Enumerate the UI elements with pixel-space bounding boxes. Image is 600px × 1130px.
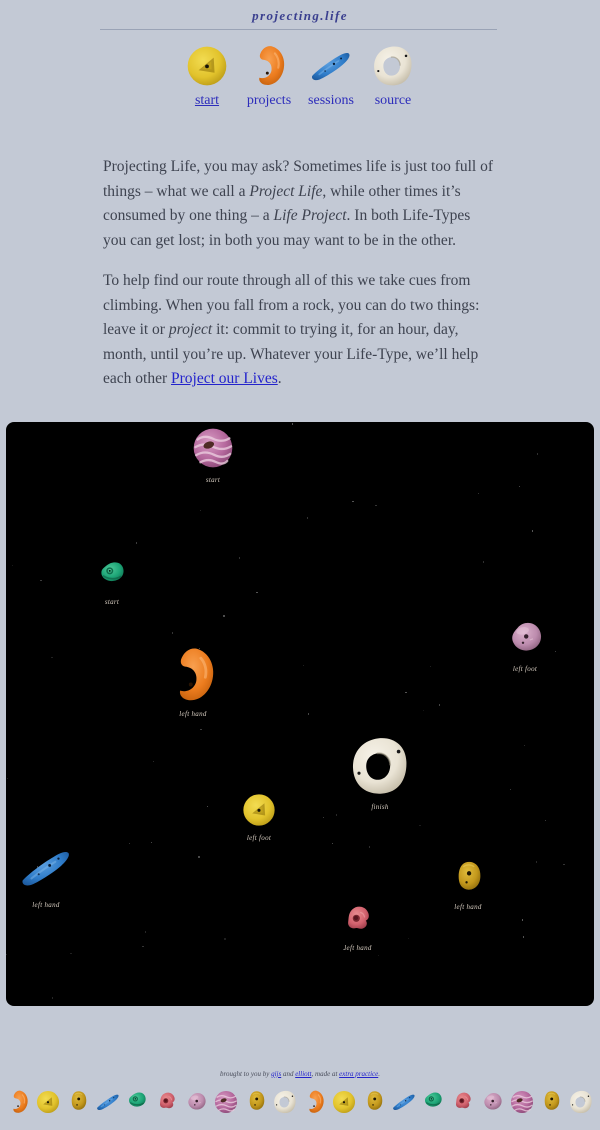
star-dot <box>172 632 173 633</box>
header-divider <box>100 29 497 30</box>
emphasis-text: project <box>168 321 213 338</box>
site-header <box>0 0 600 30</box>
star-dot <box>510 789 511 790</box>
star-dot <box>224 938 225 939</box>
blue-wing-hold-icon <box>392 1090 416 1114</box>
star-dot <box>563 864 564 865</box>
white-ring-hold-icon <box>350 736 410 796</box>
star-dot <box>198 856 199 857</box>
hold-label: start <box>104 597 120 606</box>
star-dot <box>430 666 431 667</box>
orange-crescent-hold[interactable] <box>165 647 221 718</box>
text-link[interactable]: elliott <box>295 1069 312 1078</box>
purple-wavy-hold-icon <box>510 1090 534 1114</box>
body-text: , made at <box>311 1069 340 1078</box>
hold-label: left foot <box>246 833 272 842</box>
nav-item-source[interactable] <box>369 45 417 109</box>
nav-label: sessions <box>308 93 354 108</box>
green-block-hold-icon <box>125 1090 149 1114</box>
star-dot <box>70 953 71 954</box>
paragraph-2 <box>103 269 497 392</box>
gold-blob-hold-icon <box>450 860 486 896</box>
star-dot <box>555 651 556 652</box>
star-dot <box>200 729 201 730</box>
gold-blob-hold-icon <box>362 1090 386 1114</box>
text-link[interactable]: gijs <box>271 1069 282 1078</box>
star-dot <box>239 557 240 558</box>
hold-label: left foot <box>512 664 538 673</box>
star-dot <box>40 580 41 581</box>
red-blob-hold-icon <box>341 903 375 937</box>
star-dot <box>336 814 337 815</box>
star-dot <box>223 615 224 616</box>
star-dot <box>51 657 52 658</box>
red-blob-hold-icon <box>451 1090 475 1114</box>
text-link[interactable]: Project our Lives <box>171 370 278 387</box>
purple-egg-hold-icon <box>505 618 545 658</box>
blue-wing-hold-icon <box>96 1090 120 1114</box>
star-dot <box>369 846 370 847</box>
gold-blob-hold-icon <box>66 1090 90 1114</box>
paragraph-1 <box>103 155 497 253</box>
main-nav <box>0 45 600 109</box>
star-dot <box>375 505 376 506</box>
body-text: . <box>378 1069 380 1078</box>
purple-egg-hold-icon <box>184 1090 208 1114</box>
star-dot <box>545 820 546 821</box>
text-link[interactable]: extra practice <box>339 1069 379 1078</box>
white-ring-hold-icon <box>273 1090 297 1114</box>
star-dot <box>153 761 154 762</box>
white-ring-hold[interactable] <box>350 736 410 811</box>
gold-blob-hold-icon <box>244 1090 268 1114</box>
gold-blob-hold-icon <box>539 1090 563 1114</box>
star-dot <box>151 842 152 843</box>
star-dot <box>332 843 333 844</box>
purple-egg-hold-icon <box>480 1090 504 1114</box>
emphasis-text: Project Life <box>249 182 323 200</box>
site-title: projecting.life <box>252 8 348 23</box>
nav-label: start <box>194 93 220 108</box>
yellow-round-hold-icon <box>186 45 228 87</box>
body-text: . <box>277 370 282 387</box>
star-dot <box>519 486 520 487</box>
star-dot <box>408 938 409 939</box>
star-dot <box>352 501 353 502</box>
green-block-hold-icon <box>96 559 128 591</box>
gold-blob-hold[interactable] <box>450 860 486 911</box>
nav-item-sessions[interactable] <box>307 45 355 109</box>
nav-item-projects[interactable] <box>245 45 293 109</box>
star-dot <box>307 517 308 518</box>
star-dot <box>7 778 8 779</box>
star-dot <box>303 665 304 666</box>
star-dot <box>439 704 440 705</box>
orange-crescent-hold-icon <box>165 647 221 703</box>
white-ring-hold-icon <box>569 1090 593 1114</box>
star-dot <box>524 745 525 746</box>
star-dot <box>522 919 523 920</box>
body-text: it: commit to trying it, for an hour, day, month, until you’re up. Whatever your Life-Type, we’ll help each other <box>103 321 479 387</box>
red-blob-hold[interactable] <box>341 903 375 952</box>
hold-marquee <box>0 1090 600 1114</box>
star-dot <box>12 565 13 566</box>
star-dot <box>145 931 146 932</box>
hold-label: left hand <box>454 902 482 911</box>
star-dot <box>537 453 538 454</box>
star-dot <box>532 530 533 531</box>
star-dot <box>536 861 537 862</box>
star-dot <box>6 954 7 955</box>
purple-wavy-hold-icon <box>192 427 234 469</box>
body-text: and <box>281 1069 296 1078</box>
yellow-round-hold[interactable] <box>242 793 276 842</box>
star-dot <box>419 825 420 826</box>
star-dot <box>256 592 257 593</box>
white-ring-hold-icon <box>372 45 414 87</box>
yellow-round-hold-icon <box>332 1090 356 1114</box>
star-dot <box>523 936 524 937</box>
star-dot <box>323 817 324 818</box>
nav-item-start[interactable] <box>183 45 231 109</box>
star-dot <box>292 423 293 424</box>
nav-label: source <box>374 93 412 108</box>
credit-line <box>0 1070 600 1078</box>
star-dot <box>129 843 130 844</box>
star-dot <box>136 542 137 543</box>
body-text: brought to you by <box>220 1069 272 1078</box>
star-dot <box>478 493 479 494</box>
star-dot <box>308 713 309 714</box>
emphasis-text: Life Project <box>273 207 347 224</box>
blue-wing-hold-icon <box>310 45 352 87</box>
blue-wing-hold-icon <box>20 842 72 894</box>
star-dot <box>483 561 484 562</box>
purple-wavy-hold[interactable] <box>192 427 234 484</box>
red-blob-hold-icon <box>155 1090 179 1114</box>
star-dot <box>423 710 424 711</box>
hold-label: left hand <box>344 943 372 952</box>
hold-label: left hand <box>32 900 60 909</box>
star-dot <box>200 510 201 511</box>
hold-label: left hand <box>179 709 207 718</box>
body-text: . In both Life-Types you can get lost; in both you may want to be in the other. <box>103 207 471 249</box>
intro-copy <box>103 155 497 392</box>
star-dot <box>207 806 208 807</box>
yellow-round-hold-icon <box>242 793 276 827</box>
site-footer <box>0 1070 600 1114</box>
nav-label: projects <box>246 93 292 108</box>
body-text: Projecting Life, you may ask? Sometimes life is just too full of things – what we call a <box>103 158 494 200</box>
star-dot <box>142 946 143 947</box>
yellow-round-hold-icon <box>36 1090 60 1114</box>
green-block-hold[interactable] <box>96 559 128 606</box>
orange-crescent-hold-icon <box>248 45 290 87</box>
purple-egg-hold[interactable] <box>505 618 545 673</box>
orange-crescent-hold-icon <box>303 1090 327 1114</box>
purple-wavy-hold-icon <box>214 1090 238 1114</box>
body-text: To help find our route through all of this we take cues from climbing. When you fall from a rock, you can do two things: leave it or <box>103 272 480 338</box>
green-block-hold-icon <box>421 1090 445 1114</box>
star-dot <box>405 692 406 693</box>
hold-label: start <box>205 475 221 484</box>
blue-wing-hold[interactable] <box>20 842 72 909</box>
climbing-board[interactable] <box>6 422 594 1006</box>
body-text: , while other times it’s consumed by one thing – a <box>103 182 461 224</box>
orange-crescent-hold-icon <box>7 1090 31 1114</box>
star-dot <box>52 997 53 998</box>
hold-label: finish <box>371 802 389 811</box>
star-dot <box>378 955 379 956</box>
